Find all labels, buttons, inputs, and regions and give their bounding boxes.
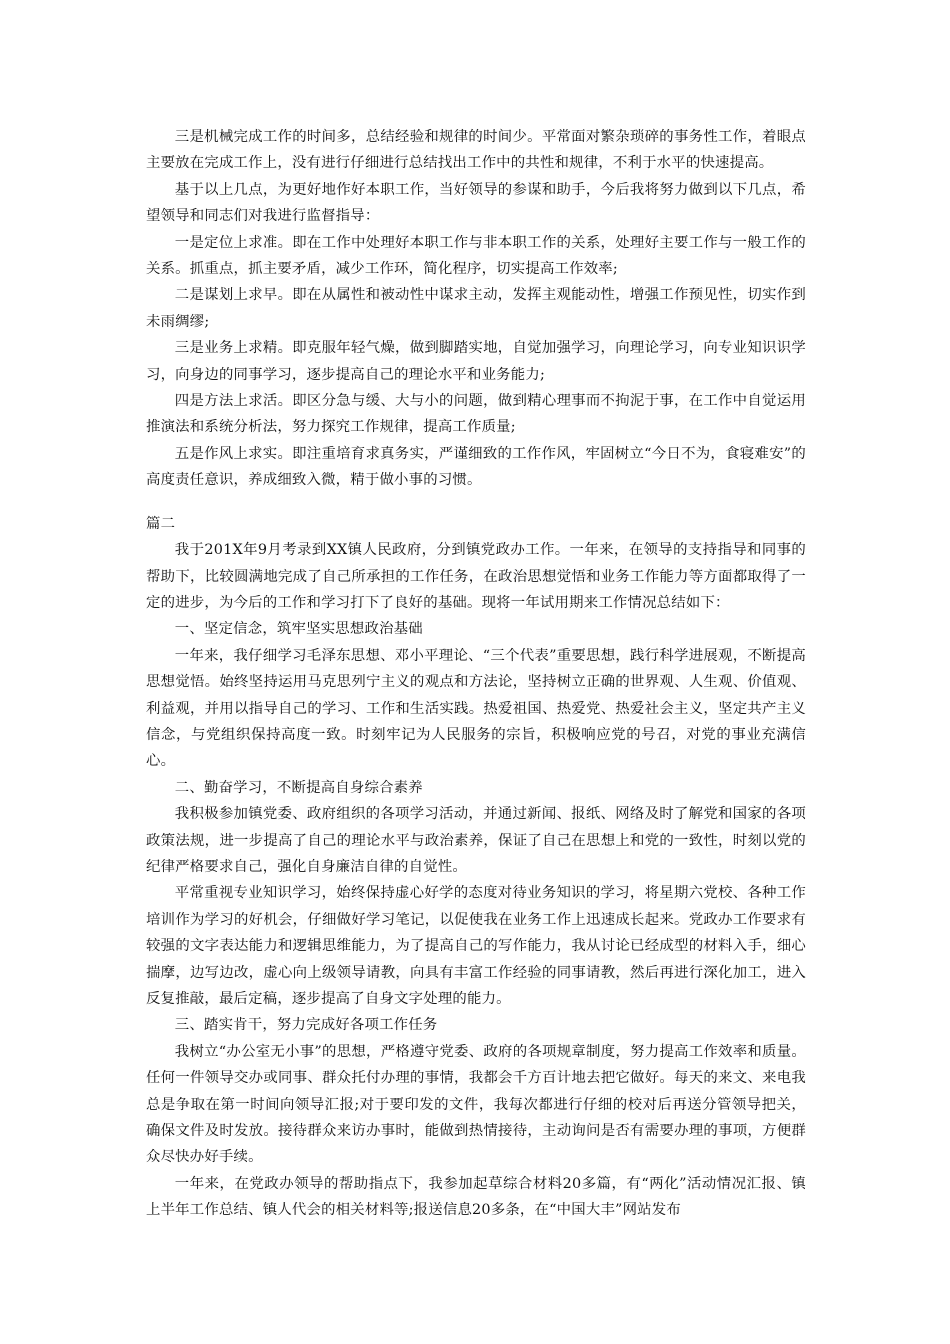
paragraph: 三是机械完成工作的时间多，总结经验和规律的时间少。平常面对繁杂琐碎的事务性工作，着眼点主要放在完成工作上，没有进行仔细进行总结找出工作中的共性和规律，不利于水平的快速提高。 [146,129,806,172]
paragraph: 我积极参加镇党委、政府组织的各项学习活动，并通过新闻、报纸、网络及时了解党和国家的各项政策法规，进一步提高了自己的理论水平与政治素养，保证了自己在思想上和党的一致性，时刻以党的纪律严格要求自己，强化自身廉洁自律的自觉性。 [146,806,806,875]
section-heading: 一、坚定信念，筑牢坚实思想政治基础 [174,621,423,638]
paragraph: 五是作风上求实。即注重培育求真务实，严谨细致的工作作风，牢固树立“今日不为，食寝难安”的高度责任意识，养成细致入微，精于做小事的习惯。 [146,445,806,489]
section-heading: 三、踏实肯干，努力完成好各项工作任务 [174,1017,438,1034]
paragraph: 我树立“办公室无小事”的思想，严格遵守党委、政府的各项规章制度，努力提高工作效率和质量。任何一件领导交办或同事、群众托付办理的事情，我都会千方百计地去把它做好。每天的来文、来电我总是争取在第一时间向领导汇报;对于要印发的文件，我每次都进行仔细的校对后再送分管领导把关，确保文件及时发放。接待群众来访办事时，能做到热情接待，主动询问是否有需要办理的事项，方便群众尽快办好手续。 [146,1043,806,1166]
paragraph: 我于201X年9月考录到XX镇人民政府，分到镇党政办工作。一年来，在领导的支持指导和同事的帮助下，比较圆满地完成了自己所承担的工作任务，在政治思想觉悟和业务工作能力等方面都取得了一定的进步，为今后的工作和学习打下了良好的基础。现将一年试用期来工作情况总结如下： [146,542,806,611]
paragraph: 二是谋划上求早。即在从属性和被动性中谋求主动，发挥主观能动性，增强工作预见性，切实作到未雨绸缪; [146,287,806,330]
section-heading: 二、勤奋学习，不断提高自身综合素养 [174,779,423,796]
paragraph: 三是业务上求精。即克服年轻气燥，做到脚踏实地，自觉加强学习，向理论学习，向专业知识识学习，向身边的同事学习，逐步提高自己的理论水平和业务能力; [146,340,806,383]
paragraph: 四是方法上求活。即区分急与缓、大与小的问题，做到精心理事而不拘泥于事，在工作中自觉运用推演法和系统分析法，努力探究工作规律，提高工作质量; [146,393,806,436]
section-label: 篇二 [146,515,176,532]
paragraph: 一年来，在党政办领导的帮助指点下，我参加起草综合材料20多篇，有“两化”活动情况汇报、镇上半年工作总结、镇人代会的相关材料等;报送信息20多条，在“中国大丰”网站发布 [146,1175,806,1219]
paragraph: 一是定位上求准。即在工作中处理好本职工作与非本职工作的关系，处理好主要工作与一般工作的关系。抓重点，抓主要矛盾，减少工作环，简化程序，切实提高工作效率; [146,234,806,278]
document-page [146,124,806,1224]
paragraph: 基于以上几点，为更好地作好本职工作，当好领导的参谋和助手，今后我将努力做到以下几点，希望领导和同志们对我进行监督指导： [146,181,806,225]
paragraph: 平常重视专业知识学习，始终保持虚心好学的态度对待业务知识的学习，将星期六党校、各种工作培训作为学习的好机会，仔细做好学习笔记，以促使我在业务工作上迅速成长起来。党政办工作要求有较强的文字表达能力和逻辑思维能力，为了提高自己的写作能力，我从讨论已经成型的材料入手，细心揣摩，边写边改，虚心向上级领导请教，向具有丰富工作经验的同事请教，然后再进行深化加工，进入反复推敲，最后定稿，逐步提高了自身文字处理的能力。 [146,885,806,1007]
paragraph: 一年来，我仔细学习毛泽东思想、邓小平理论、“三个代表”重要思想，践行科学进展观，不断提高思想觉悟。始终坚持运用马克思列宁主义的观点和方法论，坚持树立正确的世界观、人生观、价值观、利益观，并用以指导自己的学习、工作和生活实践。热爱祖国、热爱党、热爱社会主义，坚定共产主义信念，与党组织保持高度一致。时刻牢记为人民服务的宗旨，积极响应党的号召，对党的事业充满信心。 [146,647,806,770]
